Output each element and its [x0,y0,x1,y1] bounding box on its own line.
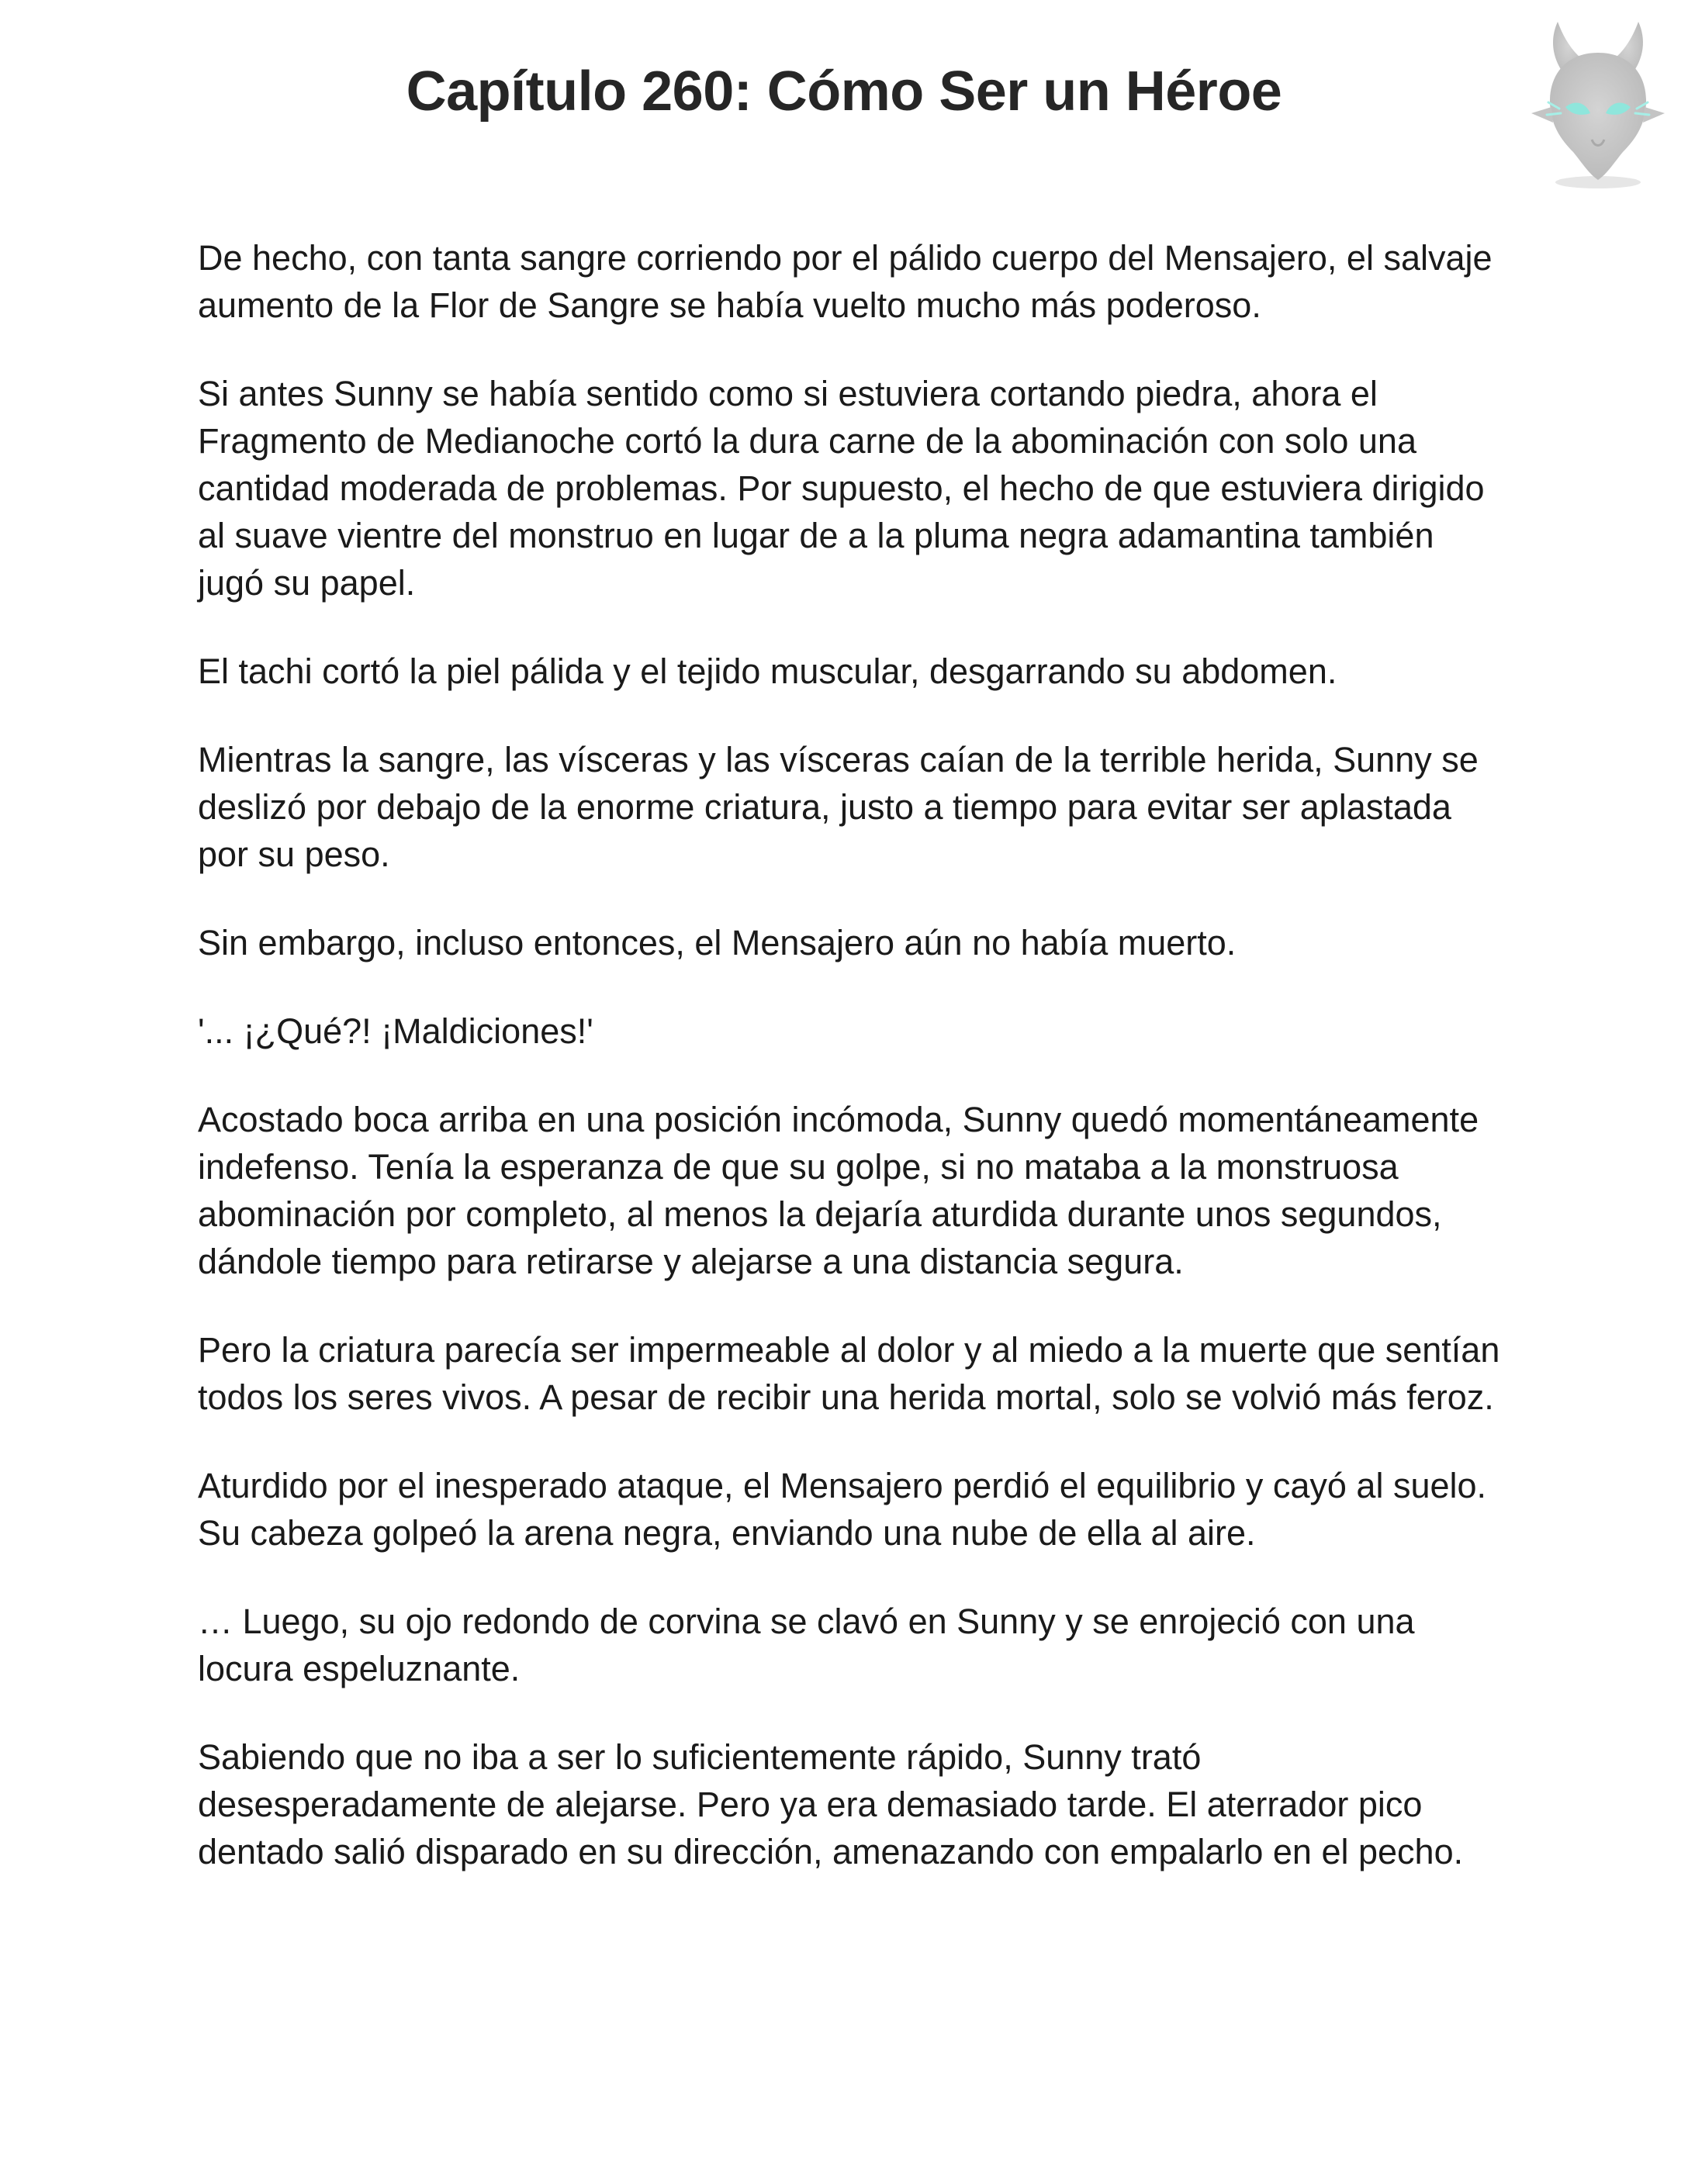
paragraph: Aturdido por el inesperado ataque, el Mensajero perdió el equilibrio y cayó al suelo. Su cabeza golpeó la arena negra, enviando una nube de ella al aire. [198,1466,1487,1553]
chapter-title: Capítulo 260: Cómo Ser un Héroe [406,60,1282,123]
paragraph: Sin embargo, incluso entonces, el Mensajero aún no había muerto. [198,923,1237,962]
chapter-body [198,234,1501,1916]
paragraph: Mientras la sangre, las vísceras y las vísceras caían de la terrible herida, Sunny se deslizó por debajo de la enorme criatura, justo a tiempo para evitar ser aplastada por su peso. [198,740,1479,874]
paragraph: … Luego, su ojo redondo de corvina se clavó en Sunny y se enrojeció con una locura espeluznante. [198,1602,1415,1688]
paragraph: Si antes Sunny se había sentido como si estuviera cortando piedra, ahora el Fragmento de Medianoche cortó la dura carne de la abominación con solo una cantidad moderada de problemas. Por supuesto, el hecho de que estuviera dirigido al suave vientre del monstruo en lugar de a la pluma negra adamantina también jugó su papel. [198,374,1485,603]
paragraph: Pero la criatura parecía ser impermeable al dolor y al miedo a la muerte que sentían todos los seres vivos. A pesar de recibir una herida mortal, solo se volvió más feroz. [198,1330,1500,1417]
paragraph: '... ¡¿Qué?! ¡Maldiciones!' [198,1011,593,1051]
paragraph: El tachi cortó la piel pálida y el tejido muscular, desgarrando su abdomen. [198,651,1337,691]
paragraph: De hecho, con tanta sangre corriendo por el pálido cuerpo del Mensajero, el salvaje aumento de la Flor de Sangre se había vuelto mucho más poderoso. [198,238,1493,325]
paragraph: Sabiendo que no iba a ser lo suficientemente rápido, Sunny trató desesperadamente de alejarse. Pero ya era demasiado tarde. El aterrador pico dentado salió disparado en su dirección, amenazando con empalarlo en el pecho. [198,1737,1464,1871]
paragraph: Acostado boca arriba en una posición incómoda, Sunny quedó momentáneamente indefenso. Tenía la esperanza de que su golpe, si no mataba a la monstruosa abominación por completo, al menos la dejaría aturdida durante unos segundos, dándole tiempo para retirarse y alejarse a una distancia segura. [198,1100,1479,1281]
demon-head-icon [1520,16,1676,194]
